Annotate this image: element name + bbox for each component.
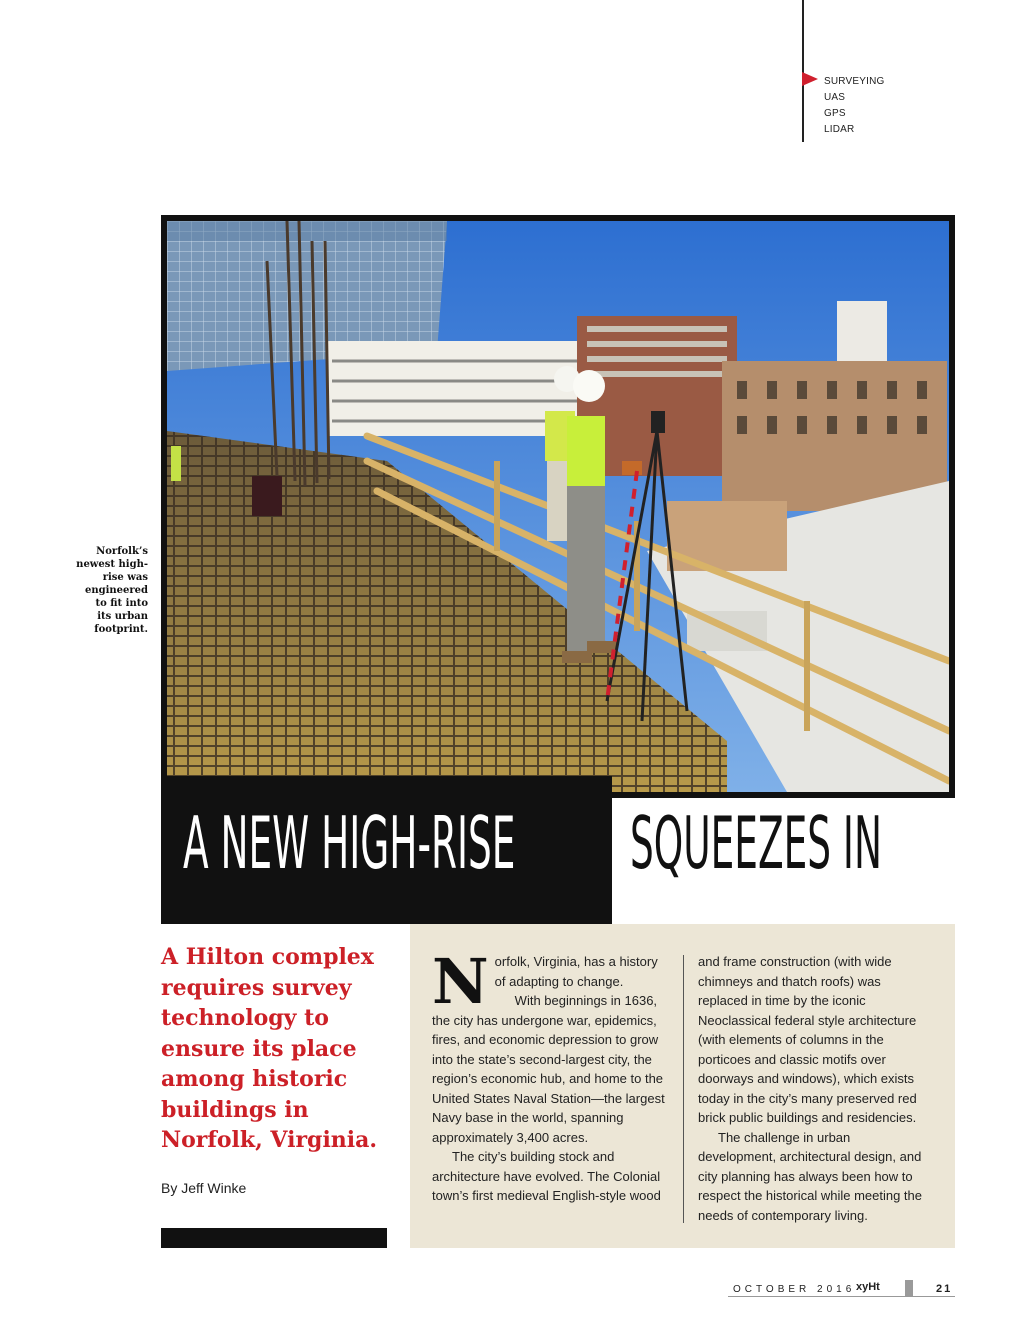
headline-part-1: A NEW HIGH-RISE [183,801,516,885]
caption-line: engineered [84,585,148,596]
article-paragraph: and frame construction (with wide chimneys and thatch roofs) was replaced in time by the iconic Neoclassical federal style architecture (with elements of columns in the porticoes and classic motifs over doorways and windows), which exists today in the city’s many preserved red brick public buildings and residencies. [698,954,917,1125]
byline: By Jeff Winke [161,1180,247,1196]
photo-frame [161,215,955,798]
paragraph-text: orfolk, Virginia, has a history of adapting to change. [494,954,658,989]
caption-line: rise was [102,572,148,583]
headline-block-dark [161,776,612,924]
column-divider [683,955,684,1223]
footer-block-icon [905,1280,913,1296]
headline-block-light [612,798,955,924]
caption-line: footprint. [94,624,148,635]
footer-issue-date: OCTOBER 2016 [733,1284,856,1295]
category-uas: UAS [824,92,846,103]
page-number: 21 [936,1283,953,1295]
category-list [824,74,885,138]
deck-bar-divider [161,1228,387,1248]
category-gps: GPS [824,108,846,119]
caption-line: its urban [97,611,148,622]
category-rule [802,0,804,142]
article-paragraph: With beginnings in 1636, the city has undergone war, epidemics, fires, and economic depression to grow into the state’s second-largest city, the region’s economic hub, and home to the United States Naval Station—the largest Navy base in the world, spanning approximately 3,400 acres. [432,993,665,1145]
footer-magazine-name: xyHt [856,1281,880,1293]
construction-site-photo [167,221,949,792]
category-lidar: LIDAR [824,124,855,135]
caption-line: newest high- [76,559,148,570]
article-paragraph: The city’s building stock and architecture have evolved. The Colonial town’s first medieval English-style wood [432,1149,661,1203]
deck-subheadline: A Hilton complex requires survey technology to ensure its place among historic buildings in Norfolk, Virginia. [161,944,378,1153]
caption-line: Norfolk’s [96,546,148,557]
category-surveying: SURVEYING [824,76,885,87]
photo-caption [40,545,148,636]
caption-line: to fit into [95,598,148,609]
article-paragraph [432,945,667,1018]
article-paragraph: The challenge in urban development, architectural design, and city planning has always been how to respect the historical while meeting the needs of contemporary living. [698,1129,923,1223]
article-column-2 [698,952,930,1225]
footer-rule [728,1296,955,1297]
article-column-1 [432,945,667,1206]
headline-part-2: SQUEEZES IN [630,801,882,885]
drop-cap: N [432,945,489,1018]
active-category-marker-icon [802,72,818,86]
